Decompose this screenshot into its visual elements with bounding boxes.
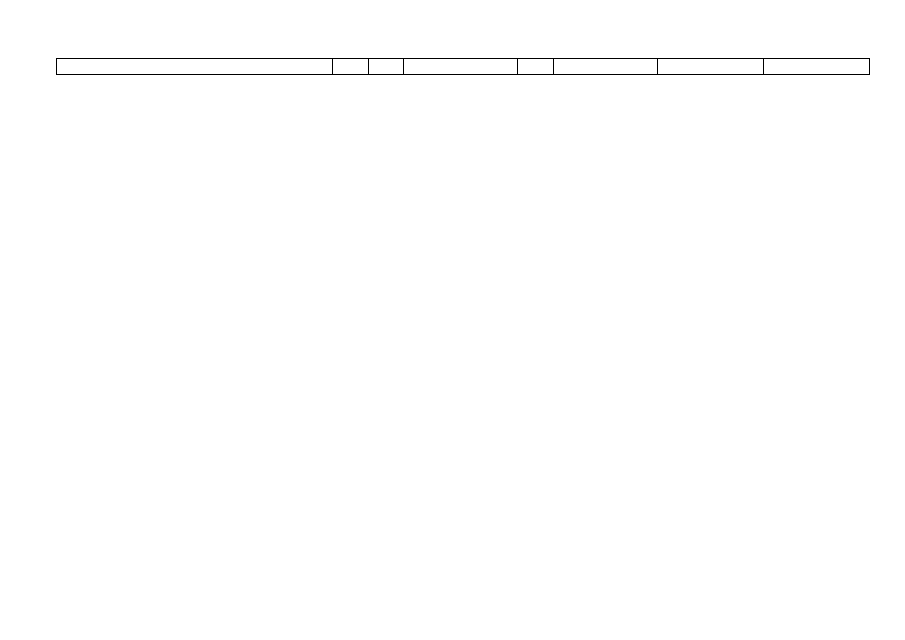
header-name [57, 59, 333, 74]
table-header [56, 58, 870, 75]
header-rz [333, 59, 369, 74]
header-pr [369, 59, 404, 74]
header-2018 [658, 59, 764, 74]
header-2017 [554, 59, 658, 74]
header-vr [518, 59, 554, 74]
header-2019 [764, 59, 871, 74]
header-csr [404, 59, 518, 74]
